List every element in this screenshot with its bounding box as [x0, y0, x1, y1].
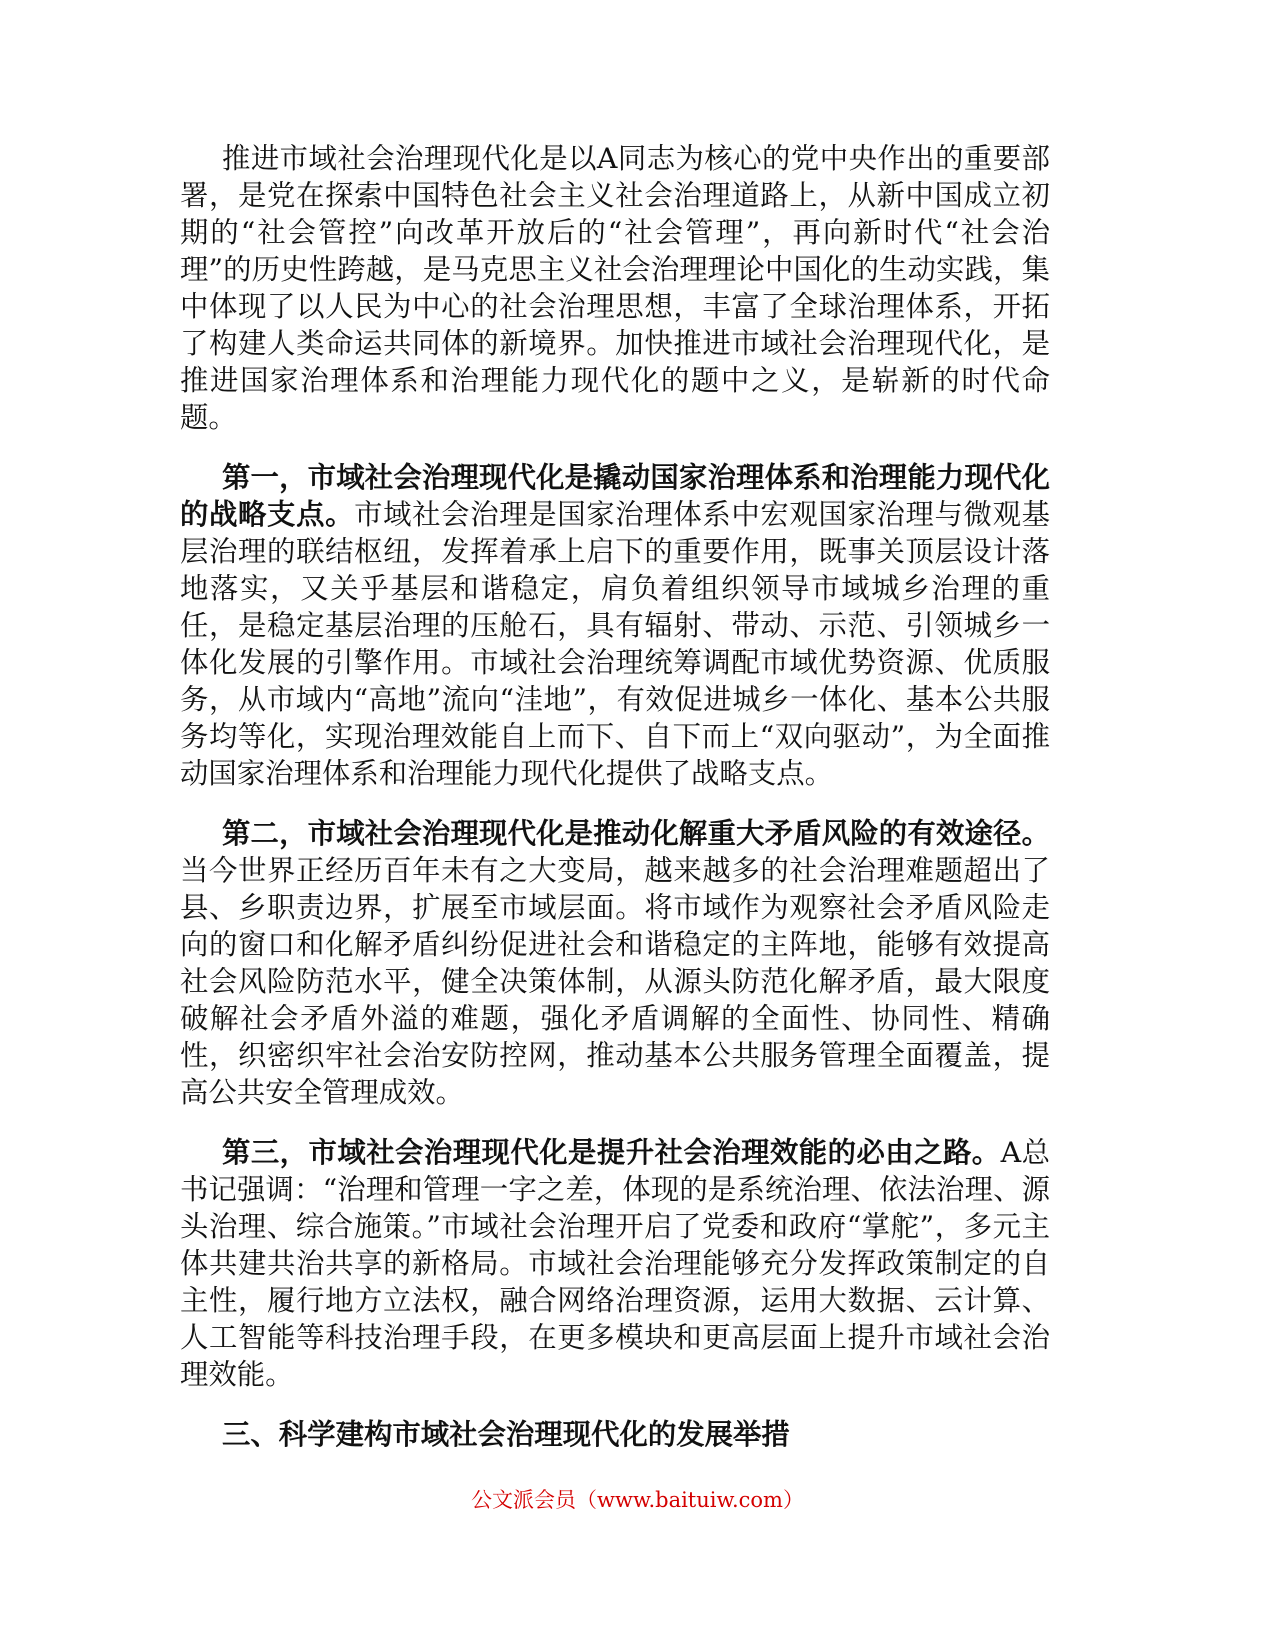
paragraph-lead: 第二，市域社会治理现代化是推动化解重大矛盾风险的有效途径。 [222, 816, 1050, 850]
paragraph-third-point [180, 1134, 1050, 1393]
document-body [180, 140, 1050, 1453]
footer-watermark-link[interactable]: 公文派会员（www.baituiw.com） [471, 1488, 804, 1512]
paragraph-first-point [180, 459, 1050, 792]
paragraph-text: 市域社会治理是国家治理体系中宏观国家治理与微观基层治理的联结枢纽，发挥着承上启下的重要作用，既事关顶层设计落地落实，又关乎基层和谐稳定，肩负着组织领导市域城乡治理的重任，是稳定基层治理的压舱石，具有辐射、带动、示范、引领城乡一体化发展的引擎作用。市域社会治理统筹调配市域优势资源、优质服务，从市域内“高地”流向“洼地”，有效促进城乡一体化、基本公共服务均等化，实现治理效能自上而下、自下而上“双向驱动”，为全面推动国家治理体系和治理能力现代化提供了战略支点。 [180, 498, 1050, 790]
paragraph-text: 当今世界正经历百年未有之大变局，越来越多的社会治理难题超出了县、乡职责边界，扩展至市域层面。将市域作为观察社会矛盾风险走向的窗口和化解矛盾纠纷促进社会和谐稳定的主阵地，能够有效提高社会风险防范水平，健全决策体制，从源头防范化解矛盾，最大限度破解社会矛盾外溢的难题，强化矛盾调解的全面性、协同性、精确性，织密织牢社会治安防控网，推动基本公共服务管理全面覆盖，提高公共安全管理成效。 [180, 854, 1050, 1109]
paragraph-lead: 第三，市域社会治理现代化是提升社会治理效能的必由之路。 [222, 1135, 1001, 1169]
paragraph-text: A总书记强调：“治理和管理一字之差，体现的是系统治理、依法治理、源头治理、综合施策。”市域社会治理开启了党委和政府“掌舵”，多元主体共建共治共享的新格局。市域社会治理能够充分发挥政策制定的自主性，履行地方立法权，融合网络治理资源，运用大数据、云计算、人工智能等科技治理手段，在更多模块和更高层面上提升市域社会治理效能。 [180, 1136, 1050, 1391]
paragraph-second-point [180, 815, 1050, 1111]
paragraph-text: 推进市域社会治理现代化是以A同志为核心的党中央作出的重要部署，是党在探索中国特色社会主义社会治理道路上，从新中国成立初期的“社会管控”向改革开放后的“社会管理”，再向新时代“社会治理”的历史性跨越，是马克思主义社会治理理论中国化的生动实践，集中体现了以人民为中心的社会治理思想，丰富了全球治理体系，开拓了构建人类命运共同体的新境界。加快推进市域社会治理现代化，是推进国家治理体系和治理能力现代化的题中之义，是崭新的时代命题。 [180, 142, 1050, 434]
section-heading: 三、科学建构市域社会治理现代化的发展举措 [222, 1417, 790, 1451]
paragraph-intro [180, 140, 1050, 436]
paragraph-lead: 第一，市域社会治理现代化是撬动国家治理体系和治理能力现代化的战略支点。 [180, 460, 1050, 531]
